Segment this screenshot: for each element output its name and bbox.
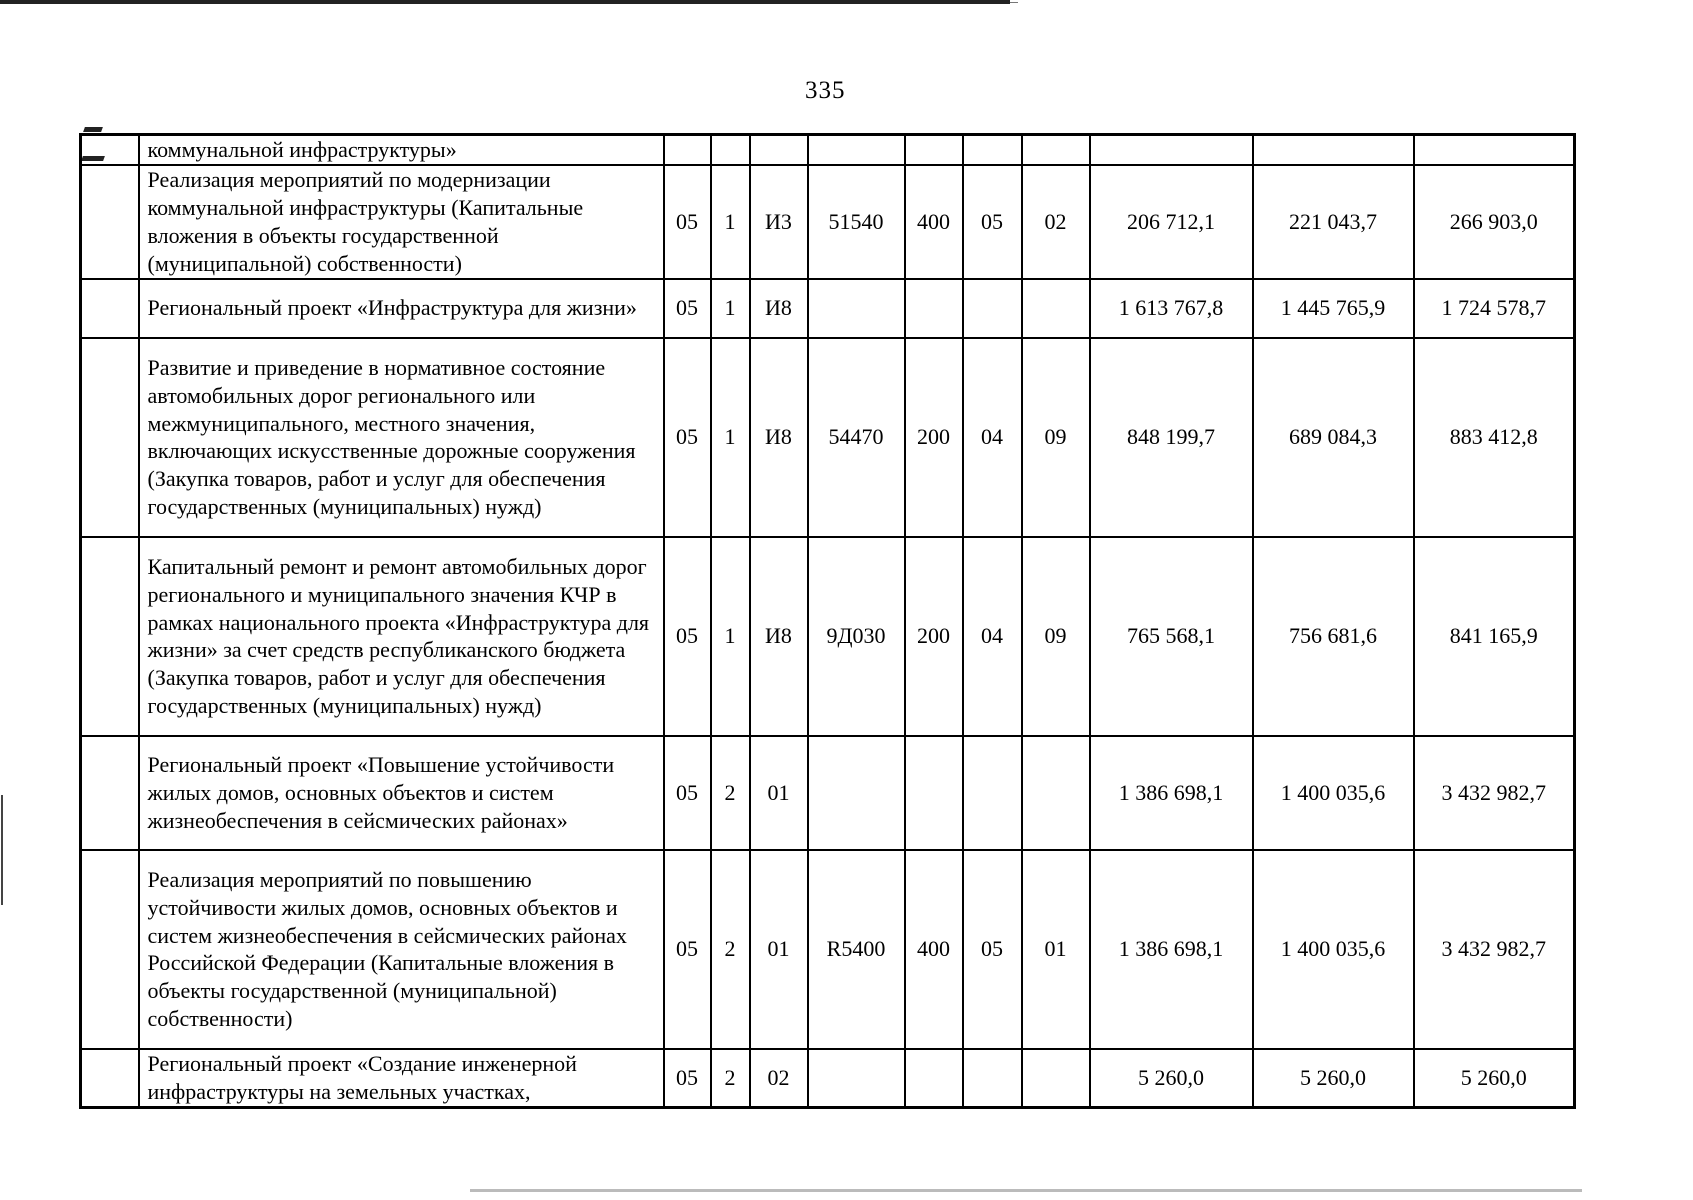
code-cell: 05: [664, 338, 711, 537]
code-cell: 1: [711, 338, 750, 537]
code-cell: И8: [750, 338, 808, 537]
code-cell: 200: [905, 537, 963, 736]
code-cell: [905, 279, 963, 338]
code-cell: [711, 135, 750, 165]
row-name: Развитие и приведение в нормативное состояние автомобильных дорог регионального или межмуниципального, местного значения, включающих искусственные дорожные сооружения (Закупка товаров, работ и услуг для обеспечения государственных (муниципальных) нужд): [139, 338, 664, 537]
amount-cell: 3 432 982,7: [1414, 850, 1575, 1049]
code-cell: 400: [905, 850, 963, 1049]
code-cell: И3: [750, 165, 808, 279]
row-name: Реализация мероприятий по повышению устойчивости жилых домов, основных объектов и систем жизнеобеспечения в сейсмических районах Российской Федерации (Капитальные вложения в объекты государственной (муниципальной) собственности): [139, 850, 664, 1049]
code-cell: 400: [905, 165, 963, 279]
table-row: [81, 135, 1575, 165]
code-cell: И8: [750, 279, 808, 338]
table-row: [81, 850, 1575, 1049]
code-cell: 05: [664, 279, 711, 338]
code-cell: 1: [711, 165, 750, 279]
code-cell: 51540: [808, 165, 905, 279]
table-row: [81, 1049, 1575, 1108]
scan-edge-bottom: [470, 1189, 1582, 1192]
amount-cell: 5 260,0: [1414, 1049, 1575, 1108]
code-cell: 09: [1022, 537, 1090, 736]
code-cell: 01: [1022, 850, 1090, 1049]
amount-cell: 1 445 765,9: [1253, 279, 1414, 338]
code-cell: 05: [664, 165, 711, 279]
amount-cell: 1 386 698,1: [1090, 850, 1253, 1049]
code-cell: [1022, 736, 1090, 850]
row-marker-cell: [81, 850, 139, 1049]
row-marker-cell: [81, 165, 139, 279]
row-name: Региональный проект «Создание инженерной инфраструктуры на земельных участках,: [139, 1049, 664, 1108]
amount-cell: 1 400 035,6: [1253, 736, 1414, 850]
code-cell: [750, 135, 808, 165]
table-row: [81, 338, 1575, 537]
code-cell: [905, 736, 963, 850]
code-cell: [1022, 135, 1090, 165]
code-cell: R5400: [808, 850, 905, 1049]
code-cell: 9Д030: [808, 537, 905, 736]
code-cell: 05: [664, 850, 711, 1049]
code-cell: 05: [664, 736, 711, 850]
amount-cell: 765 568,1: [1090, 537, 1253, 736]
amount-cell: [1414, 135, 1575, 165]
amount-cell: 5 260,0: [1090, 1049, 1253, 1108]
code-cell: [808, 1049, 905, 1108]
code-cell: 2: [711, 1049, 750, 1108]
amount-cell: [1090, 135, 1253, 165]
code-cell: [963, 1049, 1022, 1108]
row-name: Реализация мероприятий по модернизации коммунальной инфраструктуры (Капитальные вложения в объекты государственной (муниципальной) собственности): [139, 165, 664, 279]
code-cell: 2: [711, 736, 750, 850]
code-cell: 1: [711, 537, 750, 736]
table-row: [81, 736, 1575, 850]
amount-cell: 841 165,9: [1414, 537, 1575, 736]
code-cell: 04: [963, 338, 1022, 537]
scan-edge-top: [0, 0, 1010, 4]
row-marker-cell: [81, 1049, 139, 1108]
amount-cell: 883 412,8: [1414, 338, 1575, 537]
amount-cell: 689 084,3: [1253, 338, 1414, 537]
row-name: Региональный проект «Инфраструктура для жизни»: [139, 279, 664, 338]
code-cell: [963, 736, 1022, 850]
scan-edge-left: [1, 795, 3, 905]
code-cell: [808, 135, 905, 165]
table-row: [81, 537, 1575, 736]
amount-cell: 1 400 035,6: [1253, 850, 1414, 1049]
margin-mark-stroke: [83, 127, 103, 132]
code-cell: 01: [750, 736, 808, 850]
code-cell: 05: [664, 537, 711, 736]
code-cell: 04: [963, 537, 1022, 736]
code-cell: [963, 279, 1022, 338]
row-name: Региональный проект «Повышение устойчивости жилых домов, основных объектов и систем жизнеобеспечения в сейсмических районах»: [139, 736, 664, 850]
code-cell: [905, 135, 963, 165]
row-marker-cell: [81, 135, 139, 165]
code-cell: 05: [963, 850, 1022, 1049]
table-row: [81, 165, 1575, 279]
code-cell: 54470: [808, 338, 905, 537]
code-cell: [664, 135, 711, 165]
row-marker-cell: [81, 338, 139, 537]
row-marker-cell: [81, 537, 139, 736]
code-cell: [808, 736, 905, 850]
code-cell: 01: [750, 850, 808, 1049]
code-cell: [1022, 1049, 1090, 1108]
code-cell: 02: [750, 1049, 808, 1108]
code-cell: [905, 1049, 963, 1108]
amount-cell: 756 681,6: [1253, 537, 1414, 736]
amount-cell: [1253, 135, 1414, 165]
budget-table: [79, 133, 1576, 1109]
code-cell: 2: [711, 850, 750, 1049]
code-cell: 05: [963, 165, 1022, 279]
row-marker-cell: [81, 736, 139, 850]
row-marker-cell: [81, 279, 139, 338]
amount-cell: 206 712,1: [1090, 165, 1253, 279]
code-cell: 05: [664, 1049, 711, 1108]
code-cell: И8: [750, 537, 808, 736]
amount-cell: 3 432 982,7: [1414, 736, 1575, 850]
page-number: 335: [805, 77, 846, 104]
amount-cell: 1 613 767,8: [1090, 279, 1253, 338]
scan-edge-top-tail: [1010, 2, 1018, 3]
code-cell: [1022, 279, 1090, 338]
code-cell: 200: [905, 338, 963, 537]
amount-cell: 1 386 698,1: [1090, 736, 1253, 850]
row-name: Капитальный ремонт и ремонт автомобильных дорог регионального и муниципального значения КЧР в рамках национального проекта «Инфраструктура для жизни» за счет средств республиканского бюджета (Закупка товаров, работ и услуг для обеспечения государственных (муниципальных) нужд): [139, 537, 664, 736]
table-row: [81, 279, 1575, 338]
code-cell: [963, 135, 1022, 165]
amount-cell: 221 043,7: [1253, 165, 1414, 279]
amount-cell: 848 199,7: [1090, 338, 1253, 537]
amount-cell: 5 260,0: [1253, 1049, 1414, 1108]
code-cell: [808, 279, 905, 338]
code-cell: 1: [711, 279, 750, 338]
amount-cell: 266 903,0: [1414, 165, 1575, 279]
row-name: коммунальной инфраструктуры»: [139, 135, 664, 165]
amount-cell: 1 724 578,7: [1414, 279, 1575, 338]
code-cell: 02: [1022, 165, 1090, 279]
code-cell: 09: [1022, 338, 1090, 537]
